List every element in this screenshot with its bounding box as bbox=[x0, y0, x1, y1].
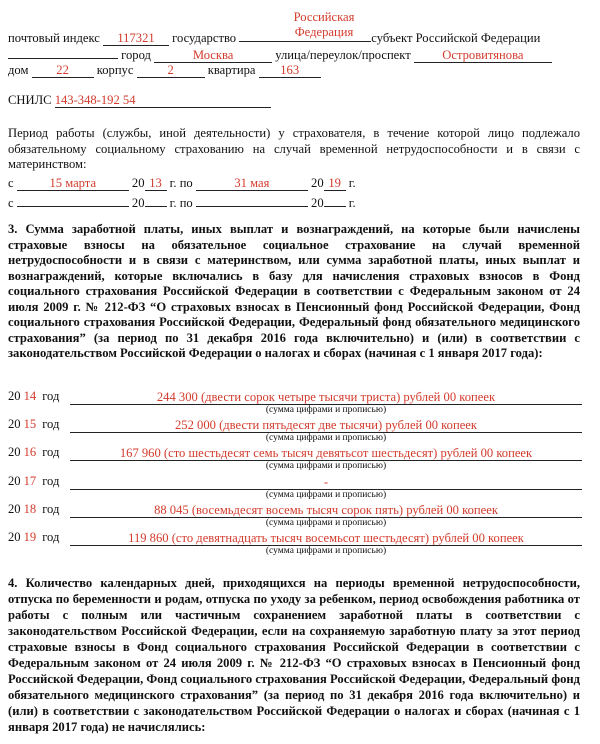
address-row-2: город Москва улица/переулок/проспект Островитянова bbox=[8, 44, 552, 63]
amount-value: 252 000 (двести пятьдесят две тысячи) рублей 00 копеек bbox=[70, 418, 582, 433]
year-label: год bbox=[42, 473, 60, 488]
section3-text: 3. Сумма заработной платы, иных выплат и вознаграждений, на которые были начислены страховые взносы на обязательное социальное страхование на случай временной нетрудоспособности и в связи с материнством, или сумма заработной платы, иных выплат и вознаграждений, которые включались в базу для начисления страховых взносов в Фонд социального страхования Российской Федерации в соответствии с Федеральным законом от 24 июля 2009 г. № 212-ФЗ “О страховых взносах в Пенсионный фонд Российской Федерации, Фонд социального страхования Российской Федерации, Федеральный фонд обязательного медицинского страхования” (за период по 31 декабря 2016 года включительно) и (или) в соответствии с законодательством Российской Федерации о налогах и сборах (начиная с 1 января 2017 года): bbox=[8, 222, 580, 360]
amount-year: 19 bbox=[23, 530, 37, 544]
period-from-year: 13 bbox=[145, 176, 167, 191]
amount-year: 15 bbox=[23, 417, 37, 432]
address-row-3: дом 22 корпус 2 квартира 163 bbox=[8, 63, 321, 78]
amount-caption: (сумма цифрами и прописью) bbox=[265, 546, 387, 556]
amount-year: 18 bbox=[23, 501, 37, 516]
amount-value: 88 045 (восемьдесят восемь тысяч сорок пять) рублей 00 копеек bbox=[70, 503, 582, 518]
postal-code-field: 117321 bbox=[103, 31, 169, 46]
year-prefix: 20 bbox=[8, 417, 21, 432]
amount-caption: (сумма цифрами и прописью) bbox=[265, 489, 387, 500]
year-prefix: 20 bbox=[8, 530, 21, 544]
period-from-date-2 bbox=[17, 192, 129, 207]
house-field: 22 bbox=[32, 63, 94, 78]
period-from-year-2 bbox=[145, 192, 167, 207]
amount-row bbox=[8, 502, 59, 517]
amount-value: 244 300 (двести сорок четыре тысячи триста) рублей 00 копеек bbox=[70, 390, 582, 405]
amount-row bbox=[8, 530, 59, 545]
period-to-year-2 bbox=[324, 192, 346, 207]
building-field: 2 bbox=[137, 63, 205, 78]
amount-value: 167 960 (сто шестьдесят семь тысяч девятьсот шестьдесят) рублей 00 копеек bbox=[70, 446, 582, 461]
year-label: год bbox=[42, 445, 60, 460]
year-label: год bbox=[42, 530, 60, 544]
subject-field bbox=[8, 44, 118, 59]
amount-row bbox=[8, 474, 59, 489]
amount-caption: (сумма цифрами и прописью) bbox=[265, 461, 387, 472]
year-prefix: 20 bbox=[8, 445, 21, 460]
state-field-line bbox=[239, 27, 371, 42]
amount-row bbox=[8, 445, 59, 460]
address-row-1: почтовый индекс 117321 государство субъект Российской Федерации bbox=[8, 27, 540, 46]
year-prefix: 20 bbox=[8, 501, 21, 516]
amount-value: - bbox=[70, 475, 582, 490]
year-label: год bbox=[42, 417, 60, 432]
amount-caption: (сумма цифрами и прописью) bbox=[265, 405, 387, 415]
year-label: год bbox=[42, 501, 60, 516]
amount-year: 14 bbox=[23, 389, 37, 403]
amount-value: 119 860 (сто девятнадцать тысяч восемьсот шестьдесят) рублей 00 копеек bbox=[70, 531, 582, 546]
state-value: Российская Федерация bbox=[293, 10, 355, 39]
snils-row: СНИЛС 143-348-192 54 bbox=[8, 93, 271, 108]
year-prefix: 20 bbox=[8, 473, 21, 488]
amount-row bbox=[8, 389, 59, 404]
section4-text: 4. Количество календарных дней, приходящихся на периоды временной нетрудоспособности, отпуска по беременности и родам, отпуска по уходу за ребенком, период освобождения работника от работы с полным или частичным сохранением заработной платы в соответствии с законодательством Российской Федерации, если на сохраняемую заработную плату за этот период страховые взносы в Фонд социального страхования Российской Федерации в соответствии с Федеральным законом от 24 июля 2009 г. № 212-ФЗ “О страховых взносах в Пенсионный фонд Российской Федерации, Фонд социального страхования Российской Федерации, Федеральный фонд обязательного медицинского страхования” (за период по 31 декабря 2016 года включительно) и (или) в соответствии с законодательством Российской Федерации о налогах и сборах (начиная с 1 января 2017 года) не начислялись: bbox=[8, 576, 580, 734]
amount-year: 16 bbox=[23, 445, 37, 460]
year-label: год bbox=[42, 389, 60, 403]
period-to-date-2 bbox=[196, 192, 308, 207]
period-from-date: 15 марта bbox=[17, 176, 129, 191]
period-to-date: 31 мая bbox=[196, 176, 308, 191]
amount-row bbox=[8, 417, 59, 432]
year-prefix: 20 bbox=[8, 389, 21, 403]
amount-caption: (сумма цифрами и прописью) bbox=[265, 517, 387, 528]
period-to-year: 19 bbox=[324, 176, 346, 191]
period-text: Период работы (службы, иной деятельности) у страхователя, в течение которой лицо подлежало обязательному социальному страхованию на случай временной нетрудоспособности и в связи с материнством: bbox=[8, 126, 580, 171]
snils-field: 143-348-192 54 bbox=[55, 93, 271, 108]
city-field: Москва bbox=[154, 48, 272, 63]
amount-year: 17 bbox=[23, 473, 37, 488]
period-row-2: с 20 г. по 20 г. bbox=[8, 192, 356, 211]
amount-caption: (сумма цифрами и прописью) bbox=[265, 433, 387, 444]
street-field: Островитянова bbox=[414, 48, 552, 63]
period-row-1: с 15 марта 20 13 г. по 31 мая 20 19 г. bbox=[8, 176, 356, 190]
apartment-field: 163 bbox=[259, 63, 321, 78]
